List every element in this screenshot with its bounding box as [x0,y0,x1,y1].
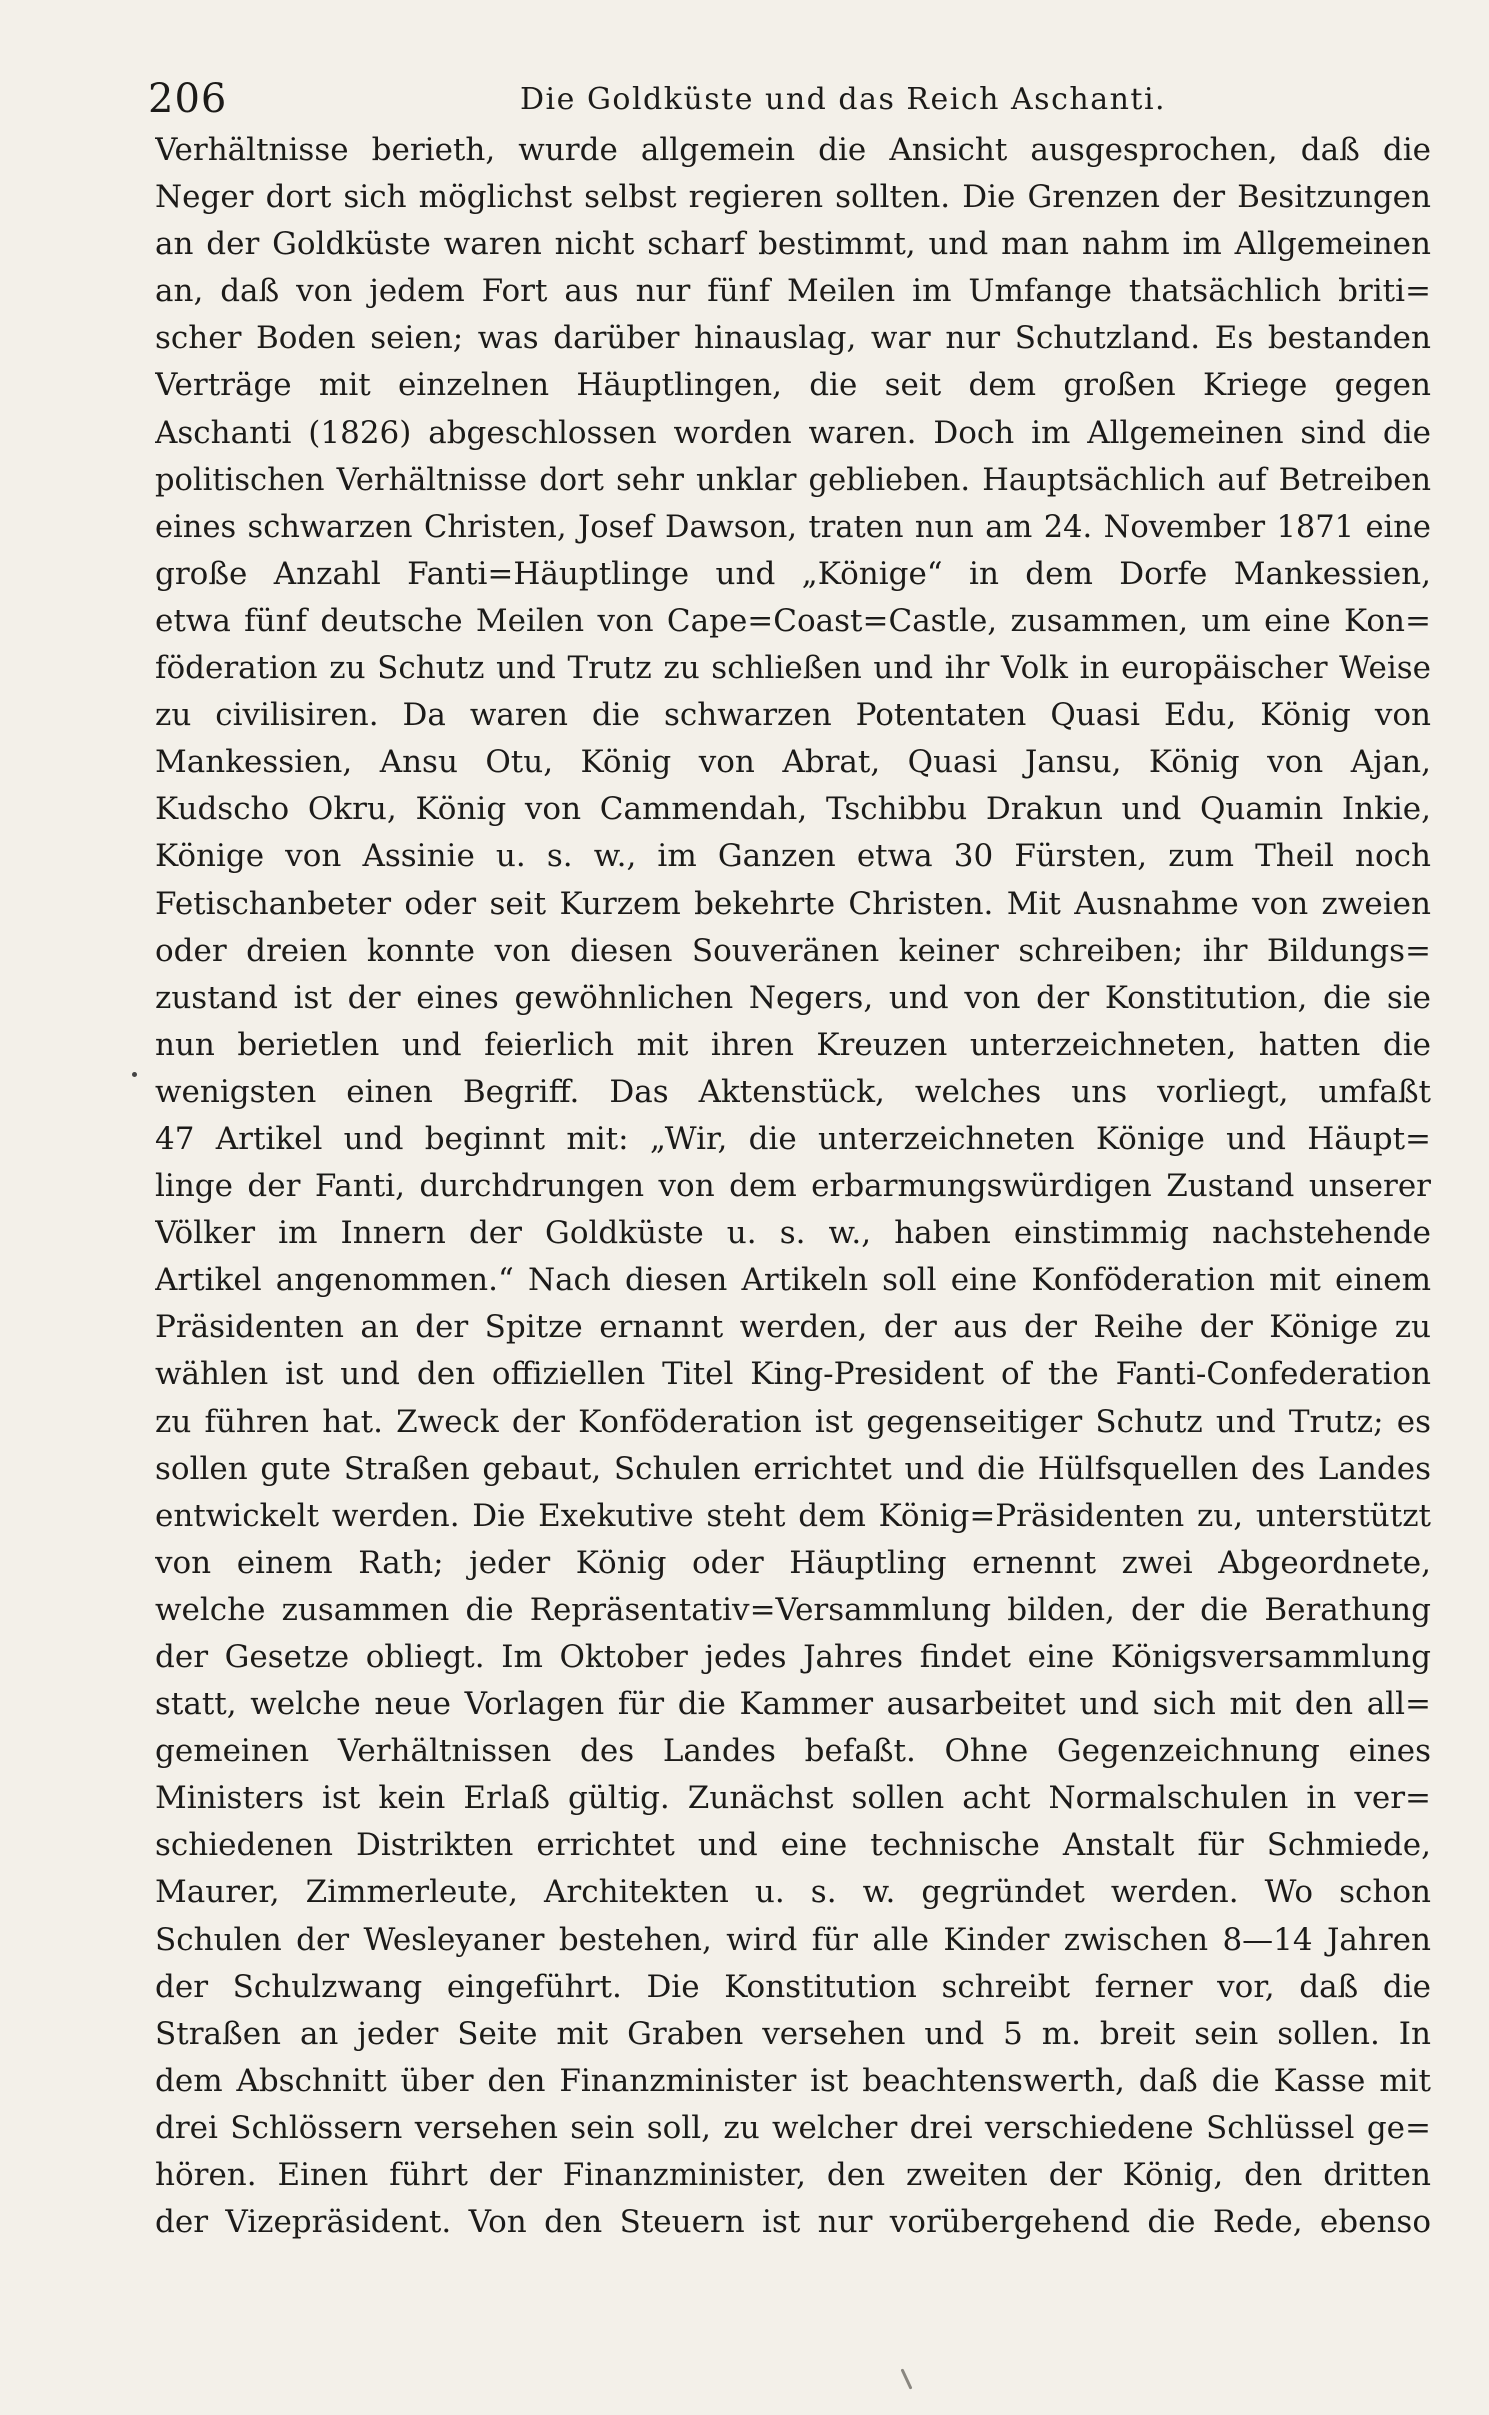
text-line: an, daß von jedem Fort aus nur fünf Meilen im Umfange thatsächlich briti= [155,273,1431,310]
text-line: Artikel angenommen.“ Nach diesen Artikeln soll eine Konföderation mit einem [155,1262,1431,1299]
text-line: statt, welche neue Vorlagen für die Kammer ausarbeitet und sich mit den all= [155,1686,1431,1723]
text-line: Neger dort sich möglichst selbst regieren sollten. Die Grenzen der Besitzungen [155,179,1431,216]
text-line: Fetischanbeter oder seit Kurzem bekehrte Christen. Mit Ausnahme von zweien [155,885,1431,922]
text-line: Schulen der Wesleyaner bestehen, wird für alle Kinder zwischen 8—14 Jahren [155,1921,1431,1958]
text-line: eines schwarzen Christen, Josef Dawson, traten nun am 24. November 1871 eine [155,509,1431,545]
text-line: der Gesetze obliegt. Im Oktober jedes Jahres findet eine Königsversammlung [155,1639,1431,1675]
text-line: Kudscho Okru, König von Cammendah, Tschibbu Drakun und Quamin Inkie, [155,791,1431,828]
text-line: entwickelt werden. Die Exekutive steht dem König=Präsidenten zu, unterstützt [155,1497,1431,1534]
text-line: der Schulzwang eingeführt. Die Konstitution schreibt ferner vor, daß die [155,1968,1431,2005]
page-number: 206 [148,76,228,122]
text-line: hören. Einen führt der Finanzminister, den zweiten der König, den dritten [155,2157,1431,2194]
text-line: zu führen hat. Zweck der Konföderation ist gegenseitiger Schutz und Trutz; es [155,1403,1431,1440]
text-line: Mankessien, Ansu Otu, König von Abrat, Quasi Jansu, König von Ajan, [155,744,1431,781]
text-line: Maurer, Zimmerleute, Architekten u. s. w. gegründet werden. Wo schon [155,1874,1431,1911]
text-line: Könige von Assinie u. s. w., im Ganzen etwa 30 Fürsten, zum Theil noch [155,838,1431,875]
text-line: sollen gute Straßen gebaut, Schulen errichtet und die Hülfsquellen des Landes [155,1450,1431,1487]
paper-speck [900,2368,912,2389]
text-line: dem Abschnitt über den Finanzminister ist beachtenswerth, daß die Kasse mit [155,2062,1431,2099]
text-line: zu civilisiren. Da waren die schwarzen Potentaten Quasi Edu, König von [155,697,1431,734]
text-line: wählen ist und den offiziellen Titel King-President of the Fanti-Confederation [155,1356,1431,1393]
text-line: scher Boden seien; was darüber hinauslag, war nur Schutzland. Es bestanden [155,320,1431,357]
text-line: Verhältnisse berieth, wurde allgemein die Ansicht ausgesprochen, daß die [155,132,1431,168]
text-line: Straßen an jeder Seite mit Graben versehen und 5 m. breit sein sollen. In [155,2015,1431,2052]
text-line: Ministers ist kein Erlaß gültig. Zunächst sollen acht Normalschulen in ver= [155,1780,1431,1817]
running-title: Die Goldküste und das Reich Aschanti. [520,82,1167,117]
ink-dot [132,1072,137,1077]
text-line: oder dreien konnte von diesen Souveränen keiner schreiben; ihr Bildungs= [155,932,1431,969]
text-line: von einem Rath; jeder König oder Häuptling ernennt zwei Abgeordnete, [155,1544,1431,1581]
text-line: welche zusammen die Repräsentativ=Versammlung bilden, der die Berathung [155,1591,1431,1628]
text-line: politischen Verhältnisse dort sehr unklar geblieben. Hauptsächlich auf Betreiben [155,462,1431,498]
text-line: etwa fünf deutsche Meilen von Cape=Coast=Castle, zusammen, um eine Kon= [155,602,1431,639]
text-line: der Vizepräsident. Von den Steuern ist nur vorübergehend die Rede, ebenso [155,2204,1431,2241]
text-line: gemeinen Verhältnissen des Landes befaßt. Ohne Gegenzeichnung eines [155,1733,1431,1770]
text-line: linge der Fanti, durchdrungen von dem erbarmungswürdigen Zustand unserer [155,1168,1431,1205]
text-line: 47 Artikel und beginnt mit: „Wir, die unterzeichneten Könige und Häupt= [155,1120,1431,1157]
text-line: Völker im Innern der Goldküste u. s. w., haben einstimmig nachstehende [155,1215,1431,1252]
text-line: an der Goldküste waren nicht scharf bestimmt, und man nahm im Allgemeinen [155,226,1431,263]
text-line: drei Schlössern versehen sein soll, zu welcher drei verschiedene Schlüssel ge= [155,2109,1431,2146]
text-line: wenigsten einen Begriff. Das Aktenstück, welches uns vorliegt, umfaßt [155,1073,1431,1110]
text-line: Aschanti (1826) abgeschlossen worden waren. Doch im Allgemeinen sind die [155,414,1431,451]
body-text [155,127,1431,2246]
text-line: schiedenen Distrikten errichtet und eine technische Anstalt für Schmiede, [155,1827,1431,1864]
text-line: große Anzahl Fanti=Häuptlinge und „Könige“ in dem Dorfe Mankessien, [155,555,1431,592]
running-head [148,74,1438,124]
text-line: Präsidenten an der Spitze ernannt werden, der aus der Reihe der Könige zu [155,1309,1431,1346]
text-line: föderation zu Schutz und Trutz zu schließen und ihr Volk in europäischer Weise [155,650,1431,687]
text-line: zustand ist der eines gewöhnlichen Negers, und von der Konstitution, die sie [155,979,1431,1016]
text-line: Verträge mit einzelnen Häuptlingen, die seit dem großen Kriege gegen [155,367,1431,404]
text-line: nun berietlen und feierlich mit ihren Kreuzen unterzeichneten, hatten die [155,1026,1431,1063]
